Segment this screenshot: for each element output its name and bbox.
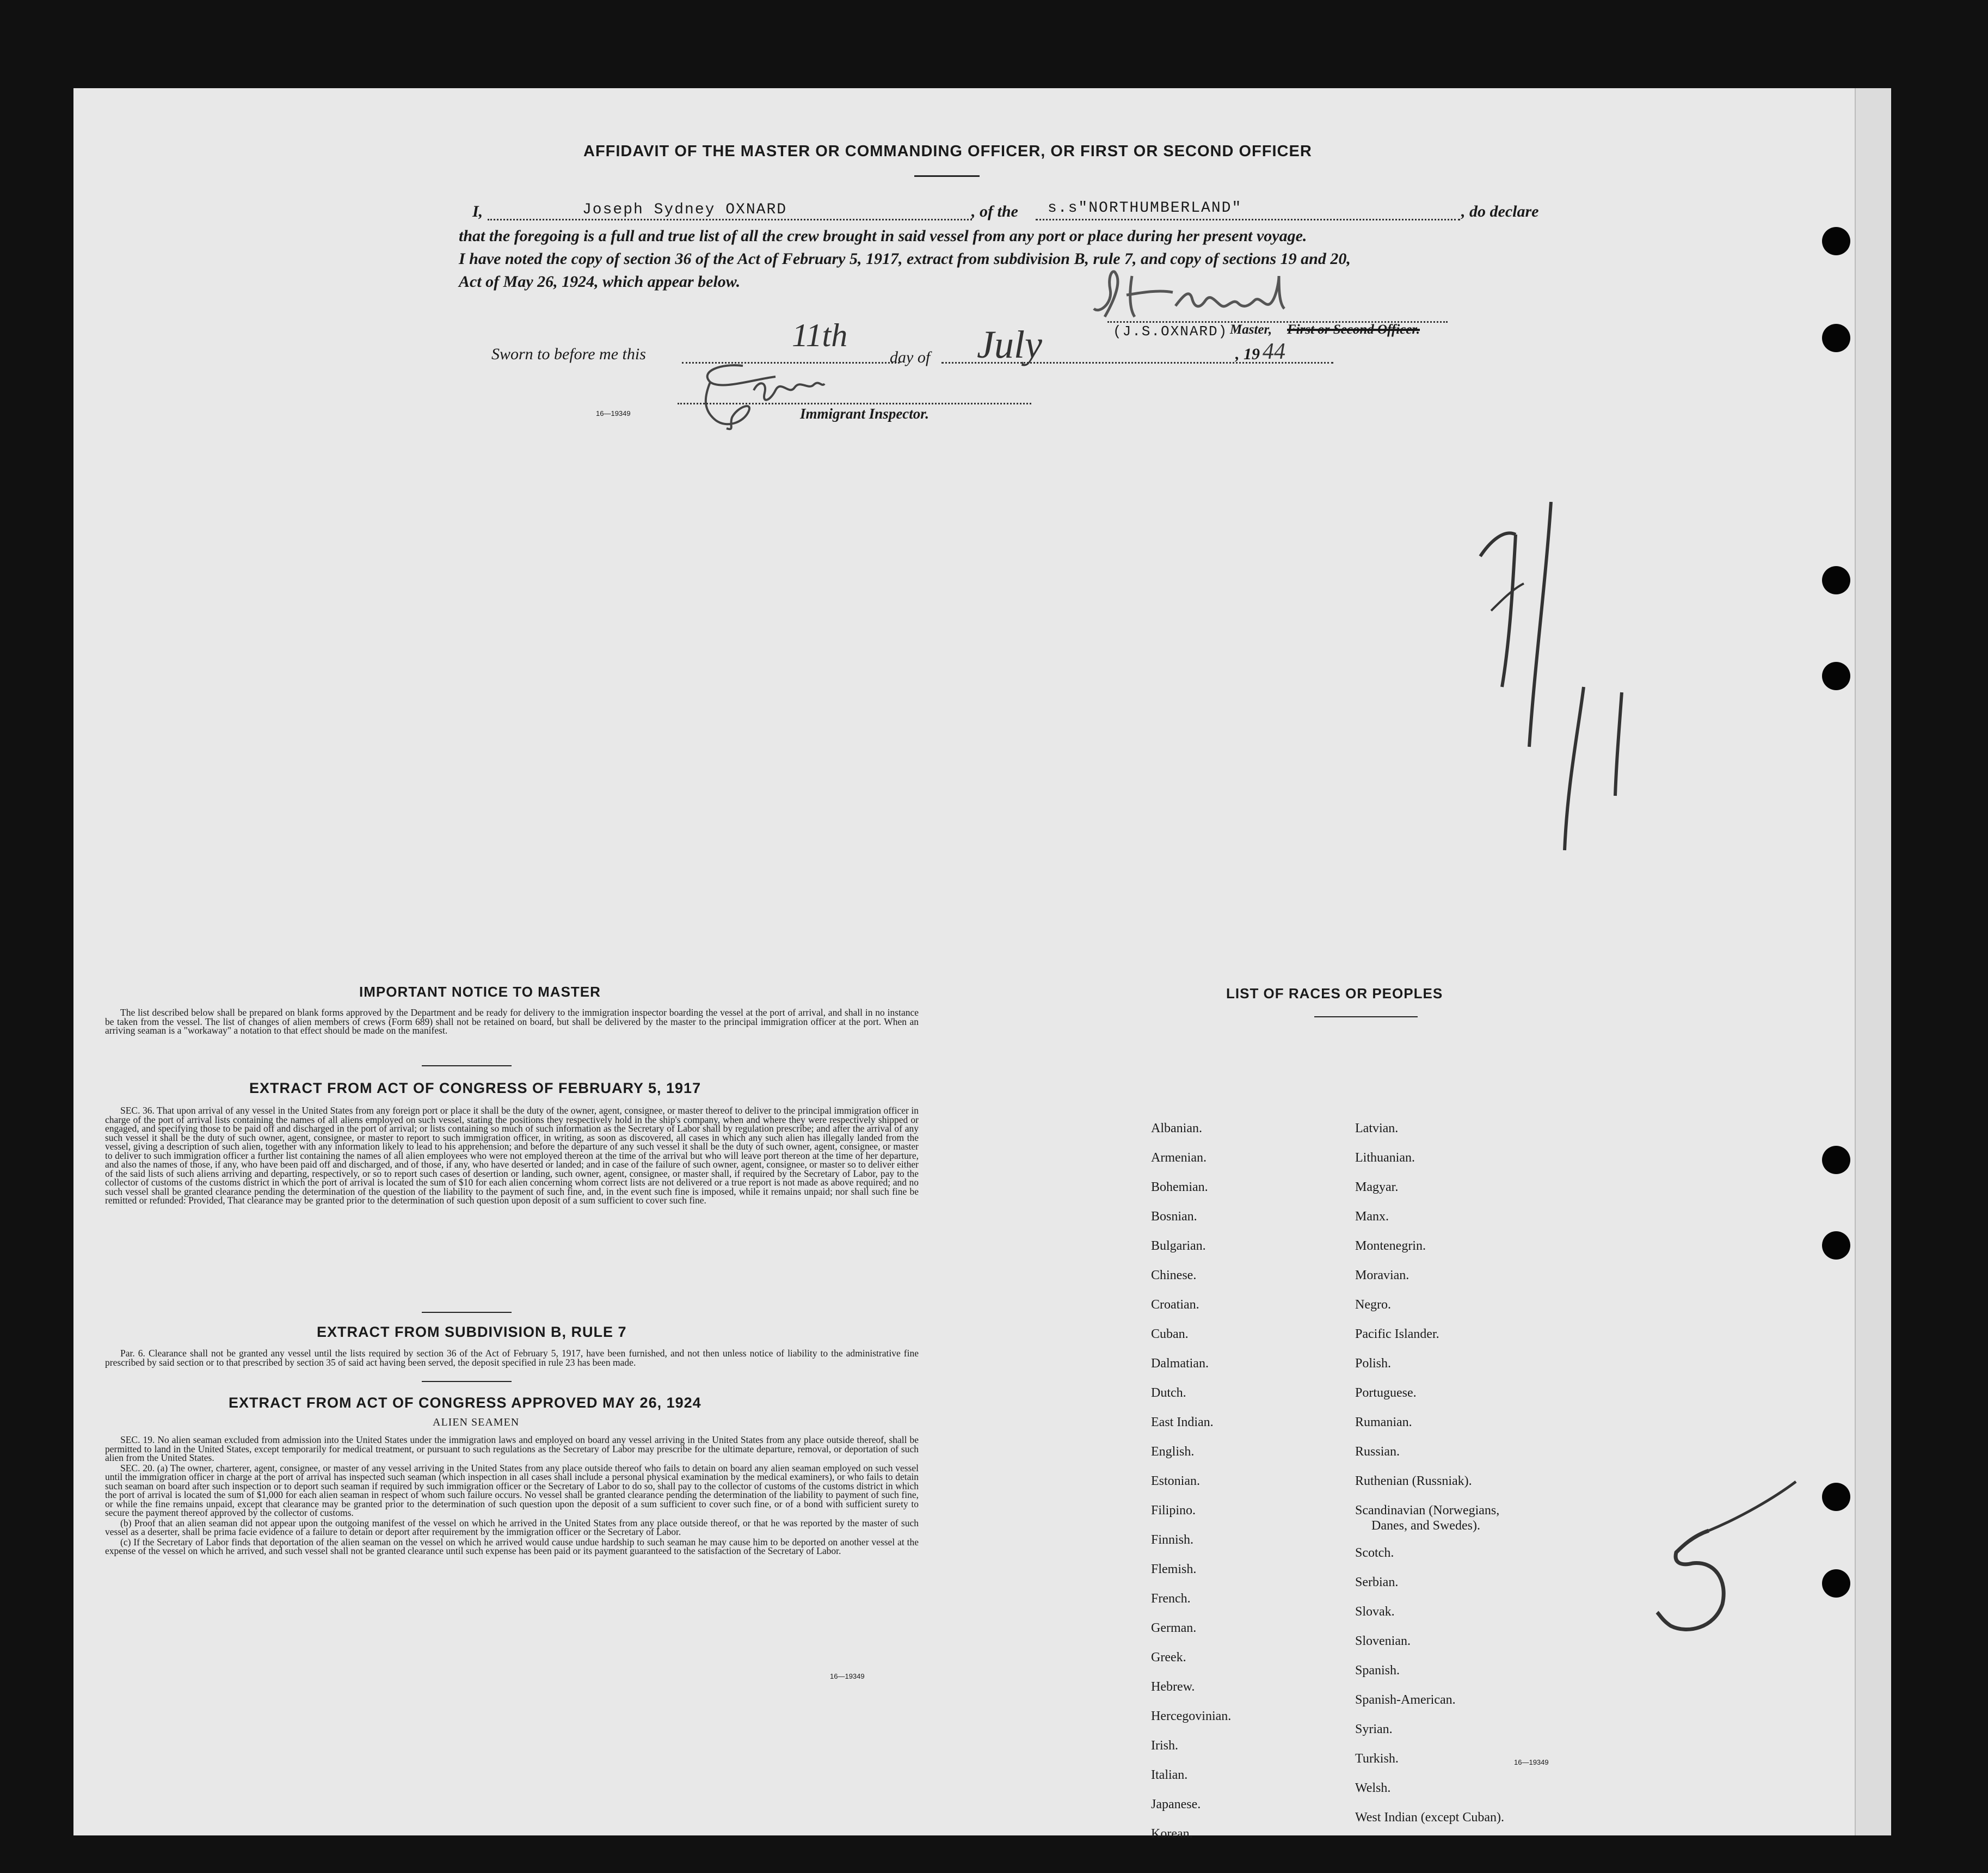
affidavit-i-label: I, [472,202,483,220]
races-form-number: 16—19349 [1514,1758,1549,1766]
name-line [488,219,972,220]
sheet-right-edge [1855,88,1891,1835]
affidavit-title: AFFIDAVIT OF THE MASTER OR COMMANDING OFFICER, OR FIRST OR SECOND OFFICER [583,143,1312,160]
race-item: Latvian. [1355,1121,1399,1135]
race-item: Japanese. [1151,1797,1201,1811]
inspector-line [678,403,1031,404]
extract-rule7-rule [422,1381,512,1382]
affidavit-form-number: 16—19349 [596,409,631,417]
race-item: Flemish. [1151,1562,1197,1576]
punch-hole-3 [1822,566,1850,594]
race-item: Dutch. [1151,1386,1186,1400]
race-item: East Indian. [1151,1415,1214,1429]
race-item: Scandinavian (Norwegians, [1355,1503,1500,1518]
race-item: French. [1151,1592,1191,1606]
affidavit-line-4: Act of May 26, 1924, which appear below. [459,273,741,291]
race-item: Bosnian. [1151,1209,1197,1224]
race-item: Hebrew. [1151,1680,1195,1694]
punch-hole-2 [1822,324,1850,352]
race-item: Lithuanian. [1355,1151,1415,1165]
race-item: Estonian. [1151,1474,1200,1488]
extract-1917-rule [422,1312,512,1313]
race-item: Pacific Islander. [1355,1327,1439,1341]
race-item: Montenegrin. [1355,1239,1426,1253]
race-item: Slovenian. [1355,1634,1411,1648]
of-the-label: , of the [971,202,1018,220]
handwritten-page-5 [1633,1471,1812,1645]
race-item: Bulgarian. [1151,1239,1206,1253]
notice-title: IMPORTANT NOTICE TO MASTER [359,984,601,1000]
vessel-name: s.s"NORTHUMBERLAND" [1048,200,1242,217]
races-title: LIST OF RACES OR PEOPLES [1226,985,1443,1002]
master-signature [1083,265,1333,325]
race-item: Danes, and Swedes). [1371,1519,1480,1533]
master-name: Joseph Sydney OXNARD [582,201,787,218]
race-item: Armenian. [1151,1151,1207,1165]
sworn-day: 11th [792,317,848,353]
race-item: Scotch. [1355,1546,1394,1560]
race-item: Portuguese. [1355,1386,1417,1400]
race-item: Irish. [1151,1739,1178,1753]
race-item: Filipino. [1151,1503,1196,1518]
race-item: Finnish. [1151,1533,1194,1547]
race-item: Serbian. [1355,1575,1399,1589]
extract-rule7-text [105,1349,919,1368]
race-item: Slovak. [1355,1605,1395,1619]
extract-1924-sec20c: (c) If the Secretary of Labor finds that deportation of the alien seaman on the vessel on which he arrived would cause undue hardship to such seaman he may cause him to be deported on another vessel at the expense of the vessel on which he arrived, and such vessel shall not be granted clearance until such expense has been paid or its payment guaranteed to the satisfaction of the Secretary of Labor. [105,1536,919,1556]
sworn-label: Sworn to before me this [491,345,646,363]
race-item: Hercegovinian. [1151,1709,1232,1723]
race-item: Ruthenian (Russniak). [1355,1474,1472,1488]
day-of-label: day of [890,348,931,366]
race-item: Cuban. [1151,1327,1189,1341]
notice-paragraph: The list described below shall be prepared on blank forms approved by the Department and be ready for delivery to the immigration inspector boarding the vessel at the port of arrival, and shall in no instance be taken from the vessel. The list of changes of alien members of crews (Form 689) shall not be retained on board, but shall be delivered by the master to the principal immigration officer at the port. When an arriving seaman is a "workaway" a notation to that effect should be made on the manifest. [105,1007,919,1036]
extract-1917-text [105,1106,919,1206]
race-item: Rumanian. [1355,1415,1412,1429]
officer-title: Master, [1230,322,1272,337]
sworn-month: July [977,323,1042,366]
race-item: Spanish. [1355,1663,1400,1678]
race-item: Negro. [1355,1298,1391,1312]
race-item: Polish. [1355,1356,1392,1371]
affidavit-title-rule [914,175,980,177]
extract-1924-sec19: SEC. 19. No alien seaman excluded from admission into the United States under the immigration laws and employed on board any vessel arriving in the United States from any place outside thereof, shall be permitted to land in the United States, except temporarily for medical treatment, or pursuant to such regulations as the Secretary of Labor may prescribe for the ultimate departure, removal, or deportation of such alien from the United States. [105,1434,919,1463]
sworn-year: 44 [1263,339,1285,364]
officer-title-struck: First or Second Officer. [1287,322,1420,337]
notice-text [105,1008,919,1036]
race-item: Spanish-American. [1355,1693,1456,1707]
race-item: Albanian. [1151,1121,1202,1135]
race-item: Chinese. [1151,1268,1197,1282]
handwritten-7-11 [1469,502,1649,856]
affidavit-line-2: that the foregoing is a full and true list of all the crew brought in said vessel from any port or place during her present voyage. [459,227,1307,245]
race-item: Welsh. [1355,1781,1391,1795]
race-item: Moravian. [1355,1268,1410,1282]
race-item: West Indian (except Cuban). [1355,1810,1504,1825]
race-item: Croatian. [1151,1298,1199,1312]
punch-hole-4 [1822,662,1850,690]
races-title-rule [1314,1016,1418,1017]
punch-hole-7 [1822,1483,1850,1511]
extract-rule7-paragraph: Par. 6. Clearance shall not be granted any vessel until the lists required by section 36 of the Act of February 5, 1917, have been furnished, and not then unless notice of liability to the administrative fine prescribed by said section or to that prescribed by section 35 of said act having been served, the deposit specified in rule 23 has been made. [105,1348,919,1368]
race-item: Greek. [1151,1650,1186,1665]
inspector-label: Immigrant Inspector. [800,406,930,422]
extract-1924-sec20b: (b) Proof that an alien seaman did not appear upon the outgoing manifest of the vessel on which he arrived in the United States from any place outside thereof, or that he was reported by the master of such vessel as a deserter, shall be prima facie evidence of a failure to detain or deport after requirement by the immigration officer or the Secretary of Labor. [105,1517,919,1537]
race-item: Italian. [1151,1768,1188,1782]
race-item: Syrian. [1355,1722,1393,1736]
extract-1917-paragraph: SEC. 36. That upon arrival of any vessel in the United States from any foreign port or place it shall be the duty of the owner, agent, consignee, or master thereof to deliver to the principal immigration officer in charge of the port of arrival lists containing the names of all aliens employed on such vessel, stating the positions they respectively hold in the ship's company, when and where they were respectively shipped or engaged, and specifying those to be paid off and discharged in the port of arrival; or lists containing so much of such information as the Secretary of Labor shall by regulation prescribe; and after the arrival of any such vessel it shall be the duty of such owner, agent, consignee, or master to report to such immigration officer, in writing, as soon as discovered, all cases in which any such alien has illegally landed from the vessel, giving a description of such alien, together with any information likely to lead to his apprehension; and before the departure of any such vessel it shall be the duty of such owner, agent, consignee, or master to deliver to such immigration officer a further list containing the names of all alien employees who were not employed thereon at the time of the arrival but who will leave port thereon at the time of her departure, and also the names of those, if any, who have been paid off and discharged, and of those, if any, who have deserted or landed; and in case of the failure of such owner, agent, consignee, or master so to deliver either of the said lists of such aliens arriving and departing, respectively, or so to report such cases of desertion or landing, such owner, agent, consignee, or master shall, if required by the Secretary of Labor, pay to the collector of customs of the customs district in which the port of arrival is located the sum of $10 for each alien concerning whom correct lists are not delivered or a true report is not made as above required; and no such vessel shall be granted clearance pending the determination of the question of the liability to the payment of such fine, and, in the event such fine is imposed, while it remains unpaid; nor shall such fine be remitted or refunded: Provided, That clearance may be granted prior to the determination of such question upon deposit of a sum sufficient to cover such fine. [105,1105,919,1206]
race-item: English. [1151,1445,1195,1459]
extract-rule7-title: EXTRACT FROM SUBDIVISION B, RULE 7 [317,1324,627,1340]
race-item: Turkish. [1355,1752,1399,1766]
notice-rule [422,1065,512,1066]
extract-1924-sec20a: SEC. 20. (a) The owner, charterer, agent, consignee, or master of any vessel arriving in the United States from any place outside thereof who fails to detain on board any alien seaman employed on such vessel until the immigration officer in charge at the port of arrival has inspected such seaman (which inspection in all cases shall include a personal physical examination by the medical examiners), or who fails to detain such seaman on board after such inspection or to deport such seaman if required by such immigration officer or the Secretary of Labor to do so, shall pay to the collector of customs of the customs district in which the port of arrival is located the sum of $1,000 for each alien seaman in respect of whom such failure occurs. No vessel shall be granted clearance pending the determination of the liability to payment of such fine, or while the fine remains unpaid, except that clearance may be granted prior to the determination of such question upon the deposit of a sum sufficient to cover such fine, or of a bond with sufficient surety to secure the payment thereof approved by the collector of customs. [105,1462,919,1518]
race-item: Russian. [1355,1445,1400,1459]
punch-hole-5 [1822,1146,1850,1174]
punch-hole-1 [1822,227,1850,255]
inspector-signature [678,358,841,434]
extract-1924-title: EXTRACT FROM ACT OF CONGRESS APPROVED MAY 26, 1924 [229,1395,701,1411]
race-item: Magyar. [1355,1180,1399,1194]
affidavit-line-3: I have noted the copy of section 36 of the Act of February 5, 1917, extract from subdivision B, rule 7, and copy of sections 19 and 20, [459,250,1351,268]
extract-1924-subtitle: ALIEN SEAMEN [433,1416,520,1428]
declare-label: , do declare [1461,202,1539,220]
punch-hole-8 [1822,1569,1850,1598]
document-sheet [73,88,1891,1841]
race-item: Korean. [1151,1827,1193,1841]
punch-hole-6 [1822,1231,1850,1260]
race-item: Dalmatian. [1151,1356,1209,1371]
extract-form-number: 16—19349 [830,1672,865,1680]
vessel-line [1036,219,1460,220]
extract-1917-title: EXTRACT FROM ACT OF CONGRESS OF FEBRUARY 5, 1917 [249,1080,701,1096]
race-item: Manx. [1355,1209,1389,1224]
race-item: Bohemian. [1151,1180,1208,1194]
stamp-name: (J.S.OXNARD) [1113,323,1228,340]
year-prefix: , 19 [1235,345,1260,363]
race-item: German. [1151,1621,1197,1635]
extract-1924-text [105,1435,919,1557]
